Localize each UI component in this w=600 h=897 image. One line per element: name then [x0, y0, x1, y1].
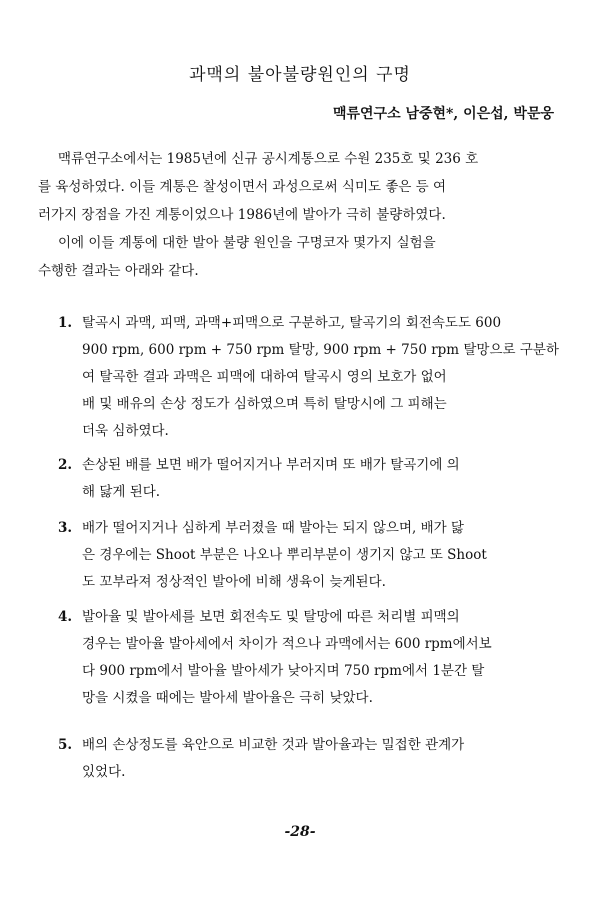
item-line: 탈곡시 과맥, 피맥, 과맥+피맥으로 구분하고, 탈곡기의 회전속도도 600 [82, 315, 502, 331]
intro-line: 수행한 결과는 아래와 같다. [38, 263, 199, 279]
intro-line: 러가지 장점을 가진 계통이었으나 1986년에 발아가 극히 불량하였다. [38, 207, 446, 223]
list-item [58, 515, 570, 596]
item-line: 여 탈곡한 결과 과맥은 피맥에 대하여 탈곡시 영의 보호가 없어 [82, 369, 447, 385]
item-number: 1. [58, 315, 73, 331]
intro-paragraph [38, 145, 558, 285]
item-line: 다 900 rpm에서 발아율 발아세가 낮아지며 750 rpm에서 1분간 탈 [82, 663, 485, 679]
item-number: 2. [58, 457, 73, 473]
item-line: 손상된 배를 보면 배가 떨어지거나 부러지며 또 배가 탈곡기에 의 [82, 457, 460, 473]
item-line: 배가 떨어지거나 심하게 부러졌을 때 발아는 되지 않으며, 배가 닳 [82, 520, 464, 536]
item-line: 해 닳게 된다. [82, 484, 161, 500]
list-item [58, 452, 570, 506]
intro-line: 를 육성하였다. 이들 계통은 찰성이면서 과성으로써 식미도 좋은 등 여 [38, 179, 447, 195]
item-line: 발아율 및 발아세를 보면 회전속도 및 탈망에 따른 처리별 피맥의 [82, 609, 460, 625]
item-line: 900 rpm, 600 rpm + 750 rpm 탈망, 900 rpm + 750 rpm 탈망으로 구분하 [82, 342, 559, 358]
item-line: 은 경우에는 Shoot 부분은 나오나 뿌리부분이 생기지 않고 또 Shoot [82, 547, 487, 563]
item-line: 배의 손상정도를 육안으로 비교한 것과 발아율과는 밀접한 관계가 [82, 737, 465, 753]
item-line: 있었다. [82, 764, 126, 780]
list-item [58, 604, 570, 712]
item-line: 도 꼬부라져 정상적인 발아에 비해 생육이 늦게된다. [82, 574, 386, 590]
intro-line: 맥류연구소에서는 1985년에 신규 공시계통으로 수원 235호 및 236 호 [58, 151, 479, 167]
item-number: 4. [58, 609, 73, 625]
item-number: 5. [58, 737, 73, 753]
author-line: 맥류연구소 남중현*, 이은섭, 박문웅 [332, 106, 554, 122]
list-item [58, 310, 570, 445]
item-line: 배 및 배유의 손상 정도가 심하였으며 특히 탈망시에 그 피해는 [82, 396, 447, 412]
document-title: 과맥의 불아불량원인의 구명 [189, 65, 411, 85]
item-number: 3. [58, 520, 73, 536]
item-line: 망을 시켰을 때에는 발아세 발아율은 극히 낮았다. [82, 690, 373, 706]
intro-line: 이에 이들 계통에 대한 발아 불량 원인을 구명코자 몇가지 실험을 [58, 235, 436, 251]
item-line: 경우는 발아율 발아세에서 차이가 적으나 과맥에서는 600 rpm에서보 [82, 636, 492, 652]
item-line: 더욱 심하였다. [82, 423, 169, 439]
list-item [58, 732, 570, 786]
page-number: -28- [284, 824, 316, 840]
